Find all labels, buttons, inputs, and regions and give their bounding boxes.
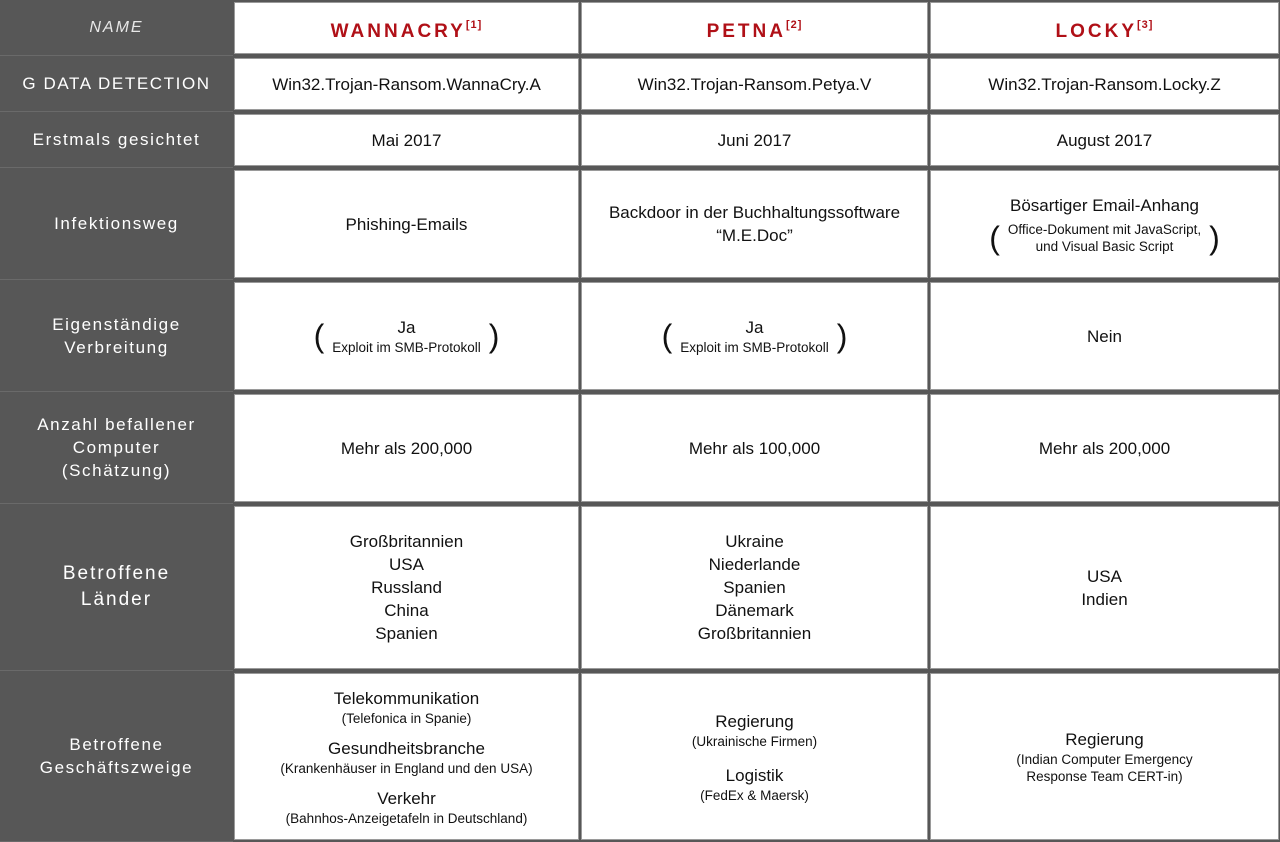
spread-locky bbox=[930, 282, 1279, 390]
spread-wannacry-sub: Exploit im SMB-Protokoll bbox=[332, 340, 481, 355]
spread-locky-text: Nein bbox=[1087, 326, 1122, 346]
spread-petna-main: Ja bbox=[745, 318, 764, 337]
infection-petna-line2: “M.E.Doc” bbox=[716, 226, 793, 245]
detection-label-text: G DATA DETECTION bbox=[22, 74, 211, 93]
column-header-locky bbox=[930, 2, 1279, 54]
sector-item bbox=[692, 710, 817, 750]
infected-locky: Mehr als 200,000 bbox=[930, 394, 1279, 502]
infection-petna-line1: Backdoor in der Buchhaltungssoftware bbox=[608, 203, 901, 222]
list-item: Indien bbox=[1081, 589, 1128, 609]
first-seen-wannacry: Mai 2017 bbox=[234, 114, 579, 166]
sector-item bbox=[334, 687, 480, 727]
sector-sub: (FedEx & Maersk) bbox=[700, 787, 809, 803]
open-paren: ( bbox=[989, 219, 1000, 256]
infection-locky-sub2: und Visual Basic Script bbox=[1035, 238, 1174, 254]
sectors-petna bbox=[581, 673, 928, 840]
detection-locky: Win32.Trojan-Ransom.Locky.Z bbox=[930, 58, 1279, 110]
sectors-label-line2: Geschäftszweige bbox=[39, 758, 194, 777]
sector-item bbox=[700, 764, 809, 804]
countries-locky bbox=[930, 506, 1279, 669]
spread-label-line1: Eigenständige bbox=[52, 314, 181, 334]
spread-label-line2: Verbreitung bbox=[64, 337, 169, 357]
sector-main: Verkehr bbox=[377, 788, 436, 808]
sector-sub: (Krankenhäuser in England und den USA) bbox=[280, 760, 533, 776]
spread-wannacry bbox=[234, 282, 579, 390]
countries-petna bbox=[581, 506, 928, 669]
list-item: Ukraine bbox=[725, 532, 784, 551]
infection-locky-main: Bösartiger Email-Anhang bbox=[1010, 195, 1199, 215]
open-paren: ( bbox=[313, 318, 325, 354]
spread-wannacry-detail bbox=[314, 316, 500, 356]
row-label-infected bbox=[0, 392, 233, 504]
open-paren: ( bbox=[661, 318, 673, 354]
list-item: USA bbox=[1087, 566, 1122, 586]
countries-wannacry bbox=[234, 506, 579, 669]
spread-wannacry-main: Ja bbox=[397, 318, 416, 337]
infection-wannacry-text: Phishing-Emails bbox=[345, 214, 468, 234]
infection-locky bbox=[930, 170, 1279, 278]
sector-sub: Response Team CERT-in) bbox=[1026, 769, 1183, 784]
infection-petna bbox=[581, 170, 928, 278]
sector-main: Regierung bbox=[1065, 730, 1144, 749]
list-item: USA bbox=[389, 555, 424, 574]
sector-main: Logistik bbox=[725, 765, 784, 785]
wannacry-title: WANNACRY bbox=[330, 20, 466, 42]
list-item: Spanien bbox=[375, 624, 438, 643]
detection-wannacry: Win32.Trojan-Ransom.WannaCry.A bbox=[234, 58, 579, 110]
sector-main: Gesundheitsbranche bbox=[328, 738, 485, 758]
close-paren: ) bbox=[836, 318, 848, 354]
name-label-text: NAME bbox=[89, 19, 144, 36]
row-label-first-seen bbox=[0, 112, 233, 168]
locky-ref: [3] bbox=[1137, 18, 1154, 31]
list-item: Russland bbox=[371, 578, 442, 597]
petna-ref: [2] bbox=[785, 18, 803, 31]
sector-sub: (Telefonica in Spanie) bbox=[341, 710, 472, 726]
detection-petna: Win32.Trojan-Ransom.Petya.V bbox=[581, 58, 928, 110]
list-item: Dänemark bbox=[715, 601, 794, 620]
infected-label-line3: (Schätzung) bbox=[61, 461, 172, 480]
countries-label-line1: Betroffene bbox=[62, 563, 171, 584]
spread-petna-detail bbox=[662, 316, 848, 356]
spread-petna-sub: Exploit im SMB-Protokoll bbox=[680, 340, 829, 355]
row-label-infection bbox=[0, 168, 233, 280]
close-paren: ) bbox=[1209, 219, 1220, 256]
row-label-sectors bbox=[0, 671, 233, 842]
wannacry-ref: [1] bbox=[465, 18, 483, 31]
spread-petna bbox=[581, 282, 928, 390]
sectors-wannacry bbox=[234, 673, 579, 840]
sector-sub: (Bahnhos-Anzeigetafeln in Deutschland) bbox=[285, 810, 528, 826]
close-paren: ) bbox=[488, 318, 500, 354]
infected-wannacry: Mehr als 200,000 bbox=[234, 394, 579, 502]
row-label-name bbox=[0, 0, 233, 56]
row-label-countries bbox=[0, 504, 233, 671]
column-header-petna bbox=[581, 2, 928, 54]
sector-sub: (Indian Computer Emergency bbox=[1016, 752, 1193, 767]
sector-main: Regierung bbox=[715, 711, 794, 731]
sectors-label-line1: Betroffene bbox=[69, 735, 164, 754]
list-item: Niederlande bbox=[708, 555, 801, 574]
sector-item bbox=[1016, 728, 1192, 785]
infected-label-line2: Computer bbox=[72, 438, 161, 457]
row-label-detection bbox=[0, 56, 233, 112]
infected-petna: Mehr als 100,000 bbox=[581, 394, 928, 502]
list-item: Spanien bbox=[723, 578, 786, 597]
sector-item bbox=[286, 787, 528, 827]
sector-main: Telekommunikation bbox=[333, 688, 480, 708]
petna-title: PETNA bbox=[706, 20, 786, 42]
column-header-wannacry bbox=[234, 2, 579, 54]
list-item: China bbox=[384, 601, 429, 620]
sector-item bbox=[280, 737, 532, 777]
sectors-locky bbox=[930, 673, 1279, 840]
countries-label-line2: Länder bbox=[80, 589, 153, 610]
infection-locky-sub1: Office-Dokument mit JavaScript, bbox=[1007, 221, 1202, 237]
first-seen-label-text: Erstmals gesichtet bbox=[32, 130, 201, 149]
infection-label-text: Infektionsweg bbox=[54, 214, 179, 233]
row-label-spread bbox=[0, 280, 233, 392]
infected-label-line1: Anzahl befallener bbox=[37, 415, 196, 434]
infection-locky-detail bbox=[989, 221, 1220, 255]
sector-sub: (Ukrainische Firmen) bbox=[691, 733, 818, 749]
list-item: Großbritannien bbox=[349, 532, 464, 551]
infection-wannacry bbox=[234, 170, 579, 278]
locky-title: LOCKY bbox=[1055, 20, 1138, 42]
first-seen-locky: August 2017 bbox=[930, 114, 1279, 166]
first-seen-petna: Juni 2017 bbox=[581, 114, 928, 166]
list-item: Großbritannien bbox=[697, 624, 812, 643]
